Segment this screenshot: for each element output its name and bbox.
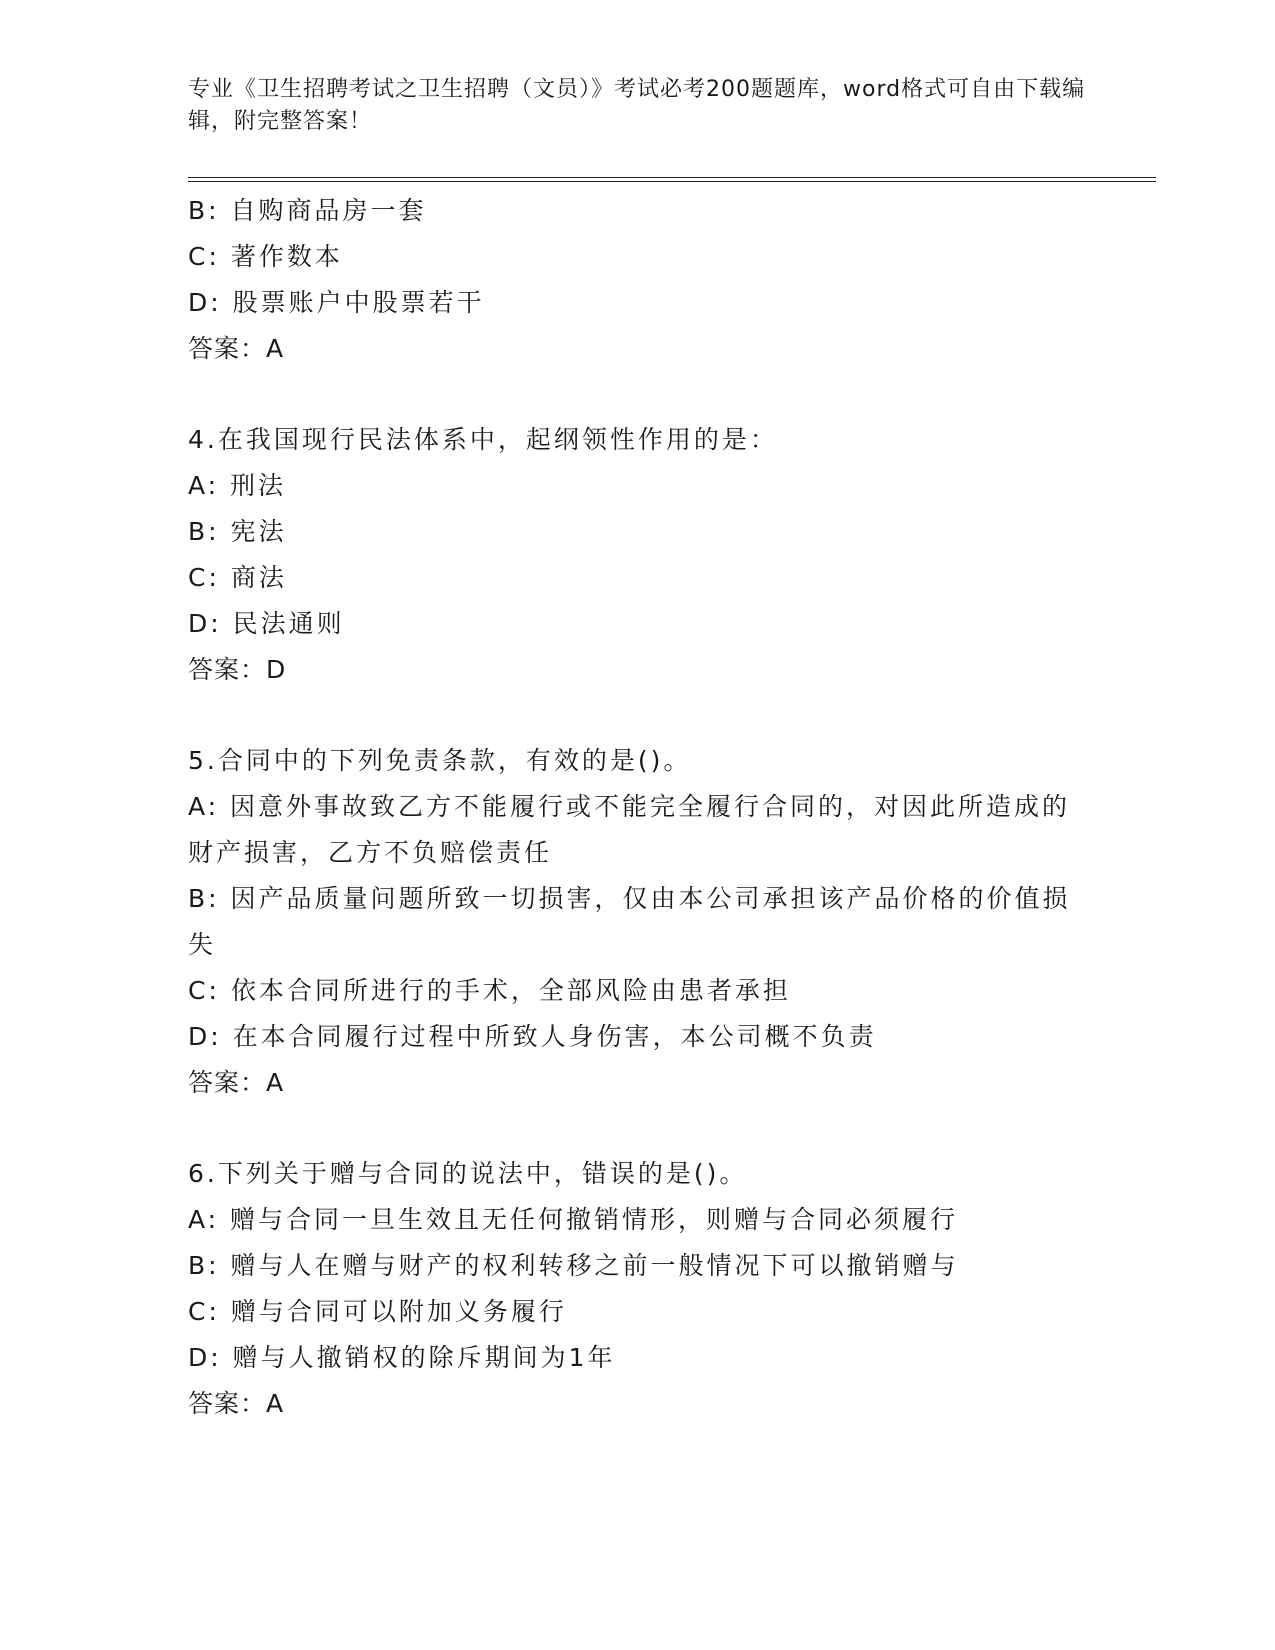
answer-line: 答案：A [188,334,285,363]
option-d: D: 股票账户中股票若干 [188,288,485,317]
spacer [188,1106,1088,1151]
question-5: 5.合同中的下列免责条款，有效的是()。 [188,746,692,775]
question-6: 6.下列关于赠与合同的说法中，错误的是()。 [188,1159,748,1188]
option-b: B: 自购商品房一套 [188,196,427,225]
option-a: A: 赠与合同一旦生效且无任何撤销情形，则赠与合同必须履行 [188,1205,959,1234]
option-c: C: 商法 [188,563,287,592]
option-b: B: 赠与人在赠与财产的权利转移之前一般情况下可以撤销赠与 [188,1251,959,1280]
option-d: D: 在本合同履行过程中所致人身伤害，本公司概不负责 [188,1022,877,1051]
question-content [188,188,1088,1427]
option-a: A: 因意外事故致乙方不能履行或不能完全履行合同的，对因此所造成的财产损害，乙方不负赔偿责任 [188,792,1071,867]
answer-line: 答案：D [188,655,287,684]
answer-line: 答案：A [188,1389,285,1418]
option-c: C: 依本合同所进行的手术，全部风险由患者承担 [188,976,791,1005]
option-c: C: 赠与合同可以附加义务履行 [188,1297,567,1326]
option-c: C: 著作数本 [188,242,343,271]
document-header: 专业《卫生招聘考试之卫生招聘（文员）》考试必考200题题库，word格式可自由下载编辑，附完整答案！ [188,77,1086,134]
option-b: B: 宪法 [188,517,287,546]
option-a: A: 刑法 [188,471,287,500]
option-b: B: 因产品质量问题所致一切损害，仅由本公司承担该产品价格的价值损失 [188,884,1071,959]
spacer [188,372,1088,417]
option-d: D: 民法通则 [188,609,345,638]
spacer [188,693,1088,738]
header-divider [188,177,1156,182]
option-d: D: 赠与人撤销权的除斥期间为1年 [188,1343,616,1372]
answer-line: 答案：A [188,1068,285,1097]
question-4: 4.在我国现行民法体系中，起纲领性作用的是： [188,425,778,454]
